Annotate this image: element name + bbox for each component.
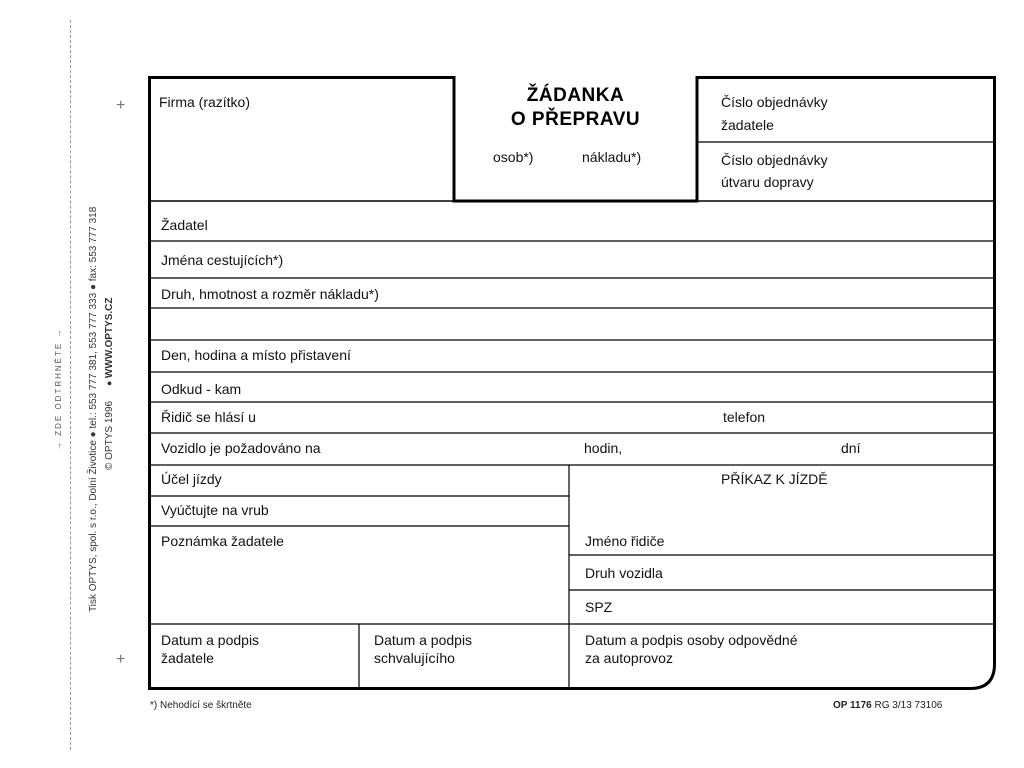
billing-field: Vyúčtujte na vrub — [161, 502, 269, 518]
registration-mark-bottom: + — [116, 651, 126, 668]
tear-off-instruction: → ZDE ODTRHNĚTE → — [54, 327, 63, 450]
website: ● WWW.OPTYS.CZ — [104, 297, 115, 386]
order-no-requester-label-2: žadatele — [721, 117, 774, 133]
sig-responsible-label: Datum a podpis osoby odpovědné — [585, 632, 798, 648]
requester-field: Žadatel — [161, 217, 208, 233]
option-persons: osob*) — [493, 149, 534, 165]
order-no-transport-label-2: útvaru dopravy — [721, 174, 814, 190]
trip-order-heading: PŘÍKAZ K JÍZDĚ — [721, 471, 828, 487]
form-title — [454, 84, 697, 132]
sig-requester-label: Datum a podpis — [161, 632, 260, 648]
form-code-rest: RG 3/13 73106 — [874, 700, 943, 711]
form-code-bold: OP 1176 — [833, 700, 872, 711]
title-line-2: O PŘEPRAVU — [510, 109, 641, 130]
sig-approver-label-2: schvalujícího — [374, 650, 455, 666]
hours-label: hodin, — [584, 440, 623, 456]
title-line-1: ŽÁDANKA — [526, 85, 625, 106]
driver-report-field: Řidič se hlásí u — [161, 409, 256, 425]
form-code — [833, 700, 942, 711]
perforation-line — [70, 20, 71, 750]
days-label: dní — [841, 440, 861, 456]
copyright: © OPTYS 1996 — [104, 400, 115, 470]
option-cargo: nákladu*) — [582, 149, 642, 165]
order-no-requester-label: Číslo objednávky — [721, 94, 828, 110]
sig-responsible-label-2: za autoprovoz — [585, 650, 673, 666]
sig-approver-label: Datum a podpis — [374, 632, 473, 648]
passengers-field: Jména cestujících*) — [161, 252, 284, 268]
sig-requester-label-2: žadatele — [161, 650, 214, 666]
firm-stamp-field: Firma (razítko) — [159, 94, 250, 110]
footnote: *) Nehodící se škrtněte — [150, 700, 252, 711]
pickup-field: Den, hodina a místo přistavení — [161, 347, 351, 363]
order-no-transport-label: Číslo objednávky — [721, 152, 828, 168]
requester-note-field: Poznámka žadatele — [161, 533, 284, 549]
phone-field: telefon — [723, 409, 766, 425]
purpose-field: Účel jízdy — [161, 471, 222, 487]
from-to-field: Odkud - kam — [161, 381, 242, 397]
vehicle-required-field: Vozidlo je požadováno na — [161, 440, 321, 456]
printer-info: Tisk OPTYS, spol. s r.o., Dolní Životice ● tel.: 553 777 381, 553 777 333 ● fax: 553 777 318 — [88, 206, 99, 612]
transport-request-form — [148, 76, 996, 690]
cargo-field: Druh, hmotnost a rozměr nákladu*) — [161, 286, 379, 302]
driver-name-field: Jméno řidiče — [585, 533, 665, 549]
vehicle-type-field: Druh vozidla — [585, 565, 663, 581]
registration-mark-top: + — [116, 97, 126, 114]
plate-field: SPZ — [585, 599, 613, 615]
form-frame — [148, 76, 996, 690]
